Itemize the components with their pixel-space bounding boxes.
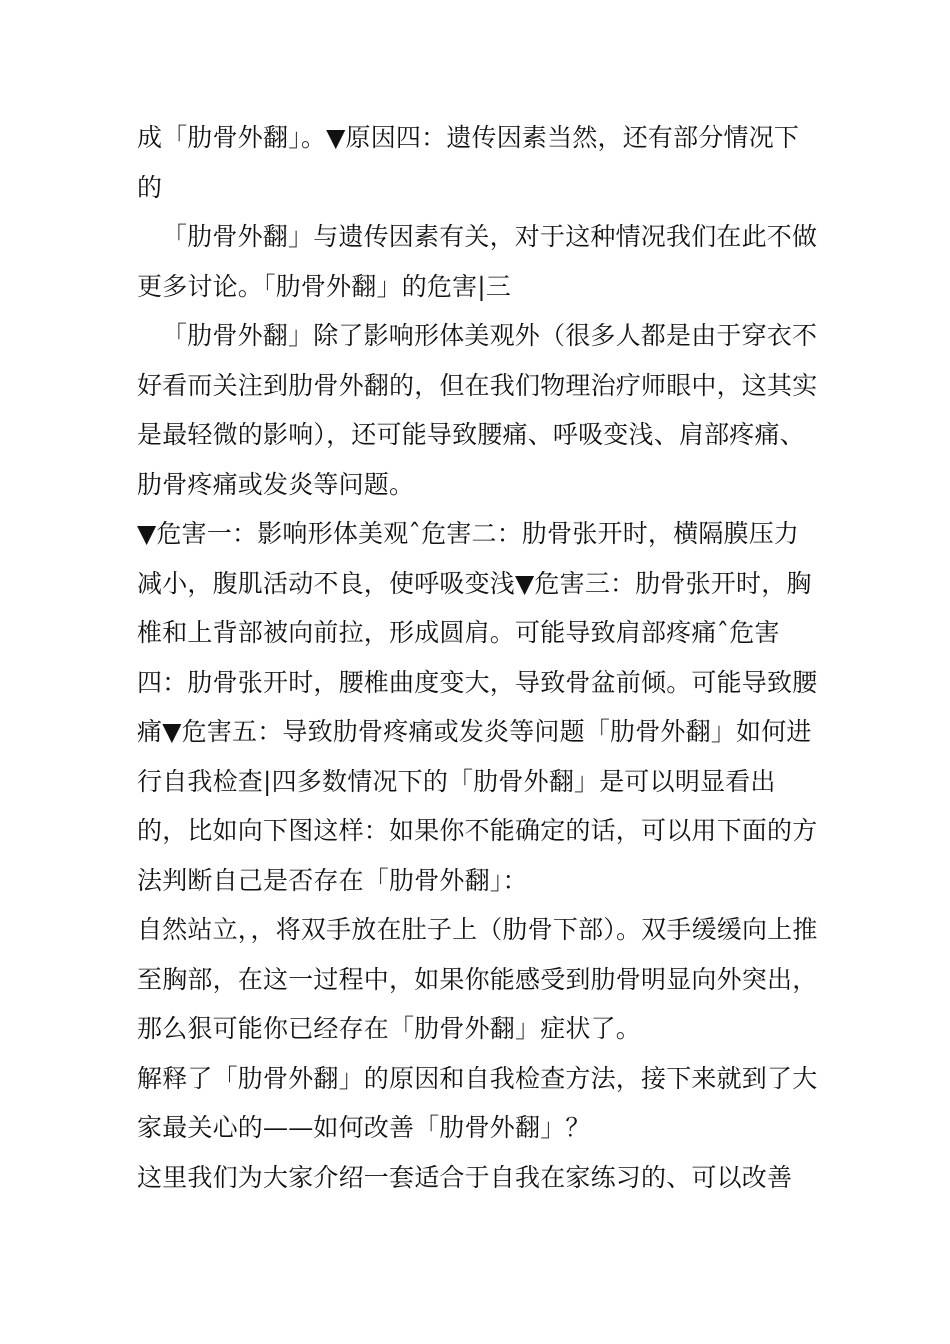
paragraph-effects-overview: 「肋骨外翻」除了影响形体美观外（很多人都是由于穿衣不好看而关注到肋骨外翻的，但在我们物理治疗师眼中，这其实是最轻微的影响），还可能导致腰痛、呼吸变浅、肩部疼痛、肋骨疼痛或发炎等问题。	[137, 321, 818, 499]
paragraph-exercise-intro: 这里我们为大家介绍一套适合于自我在家练习的、可以改善	[137, 1162, 793, 1192]
paragraph-self-check: 自然站立，，将双手放在肚子上（肋骨下部）。双手缓缓向上推至胸部，在这一过程中，如果你能感受到肋骨明显向外突出，那么狠可能你已经存在「肋骨外翻」症状了。	[137, 915, 818, 1043]
paragraph-harm-list: ▼危害一：影响形体美观ˆ危害二：肋骨张开时，横隔膜压力减小，腹肌活动不良，使呼吸变浅▼危害三：肋骨张开时，胸椎和上背部被向前拉，形成圆肩。可能导致肩部疼痛ˆ危害四：肋骨张开时，腰椎曲度变大，导致骨盆前倾。可能导致腰痛▼危害五：导致肋骨疼痛或发炎等问题「肋骨外翻」如何进行自我检查|四多数情况下的「肋骨外翻」是可以明显看出的，比如向下图这样：如果你不能确定的话，可以用下面的方法判断自己是否存在「肋骨外翻」：	[137, 519, 818, 895]
paragraph-genetics: 「肋骨外翻」与遗传因素有关，对于这种情况我们在此不做更多讨论。「肋骨外翻」的危害|三	[137, 222, 818, 301]
document-page	[137, 113, 819, 1202]
paragraph-cause-four: 成「肋骨外翻」。▼原因四：遗传因素当然，还有部分情况下的	[137, 123, 800, 202]
paragraph-transition: 解释了「肋骨外翻」的原因和自我检查方法，接下来就到了大家最关心的——如何改善「肋骨外翻」？	[137, 1063, 818, 1142]
